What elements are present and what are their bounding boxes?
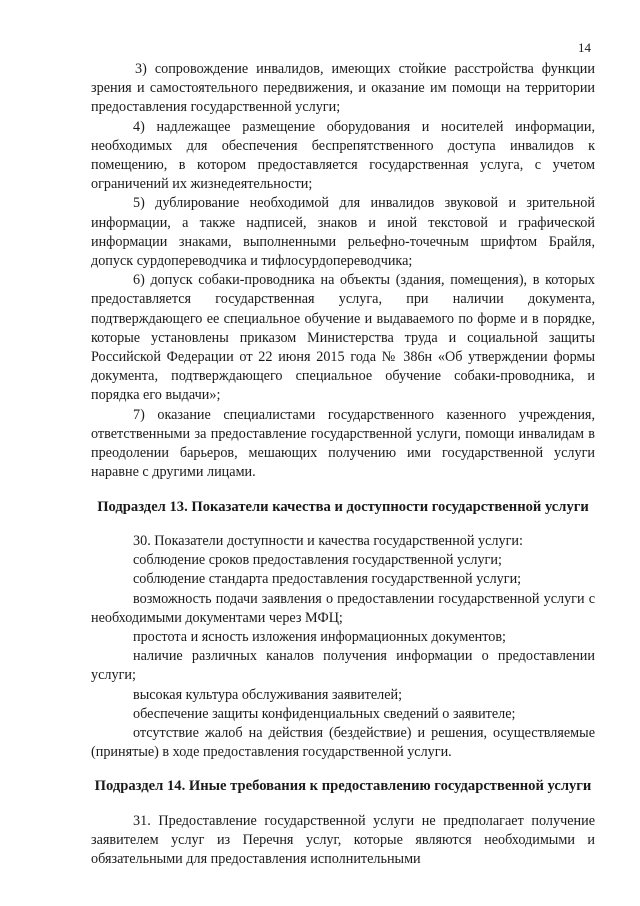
paragraph-item-4: 4) надлежащее размещение оборудования и носителей информации, необходимых для обеспечения беспрепятственного доступа инвалидов к помещению, в котором предоставляется государственная услуга, с учетом ограничений их жизнедеятельности; xyxy=(91,118,595,193)
paragraph-item-7: 7) оказание специалистами государственного казенного учреждения, ответственными за предоставление государственной услуги, помощи инвалидам в преодолении барьеров, мешающих получению ими государственной услуги наравне с другими лицами. xyxy=(91,406,595,481)
list-item: соблюдение сроков предоставления государственной услуги; xyxy=(133,552,502,569)
paragraph-item-3: 3) сопровождение инвалидов, имеющих стойкие расстройства функции зрения и самостоятельного передвижения, и оказание им помощи на территории предоставления государственной услуги; xyxy=(91,61,595,116)
paragraph-31: 31. Предоставление государственной услуги не предполагает получение заявителем услуг из Перечня услуг, которые являются необходимыми и обязательными для предоставления исполнительными xyxy=(91,812,595,868)
list-item: соблюдение стандарта предоставления государственной услуги; xyxy=(133,571,522,588)
list-item: простота и ясность изложения информационных документов; xyxy=(133,628,506,645)
list-item: наличие различных каналов получения информации о предоставлении услуги; xyxy=(91,648,595,684)
paragraph-item-5: 5) дублирование необходимой для инвалидов звуковой и зрительной информации, а также надписей, знаков и иной текстовой и графической информации знаками, выполненными рельефно-точечным шрифтом Брайля, допуск сурдопереводчика и тифлосурдопереводчика; xyxy=(91,195,595,270)
paragraph-item-6: 6) допуск собаки-проводника на объекты (здания, помещения), в которых предоставляется государственная услуга, при наличии документа, подтверждающего ее специальное обучение и выдаваемого по форме и в порядке, которые установлены приказом Министерства труда и социальной защиты Российской Федерации от 22 июня 2015 года № 386н «Об утверждении формы документа, подтверждающего специальное обучение собаки-проводника, и порядка его выдачи»; xyxy=(91,272,595,404)
paragraph-30: 30. Показатели доступности и качества государственной услуги: xyxy=(133,532,523,549)
list-item: возможность подачи заявления о предоставлении государственной услуги с необходимыми документами через МФЦ; xyxy=(91,590,595,626)
list-item: обеспечение защиты конфиденциальных сведений о заявителе; xyxy=(133,705,516,722)
page-content xyxy=(91,60,595,870)
list-item: отсутствие жалоб на действия (бездействие) и решения, осуществляемые (принятые) в ходе предоставления государственной услуги. xyxy=(91,725,595,761)
section-13-heading: Подраздел 13. Показатели качества и доступности государственной услуги xyxy=(97,499,589,516)
page-number: 14 xyxy=(578,40,591,55)
section-14-heading: Подраздел 14. Иные требования к предоставлению государственной услуги xyxy=(94,778,592,795)
list-item: высокая культура обслуживания заявителей; xyxy=(133,686,403,703)
